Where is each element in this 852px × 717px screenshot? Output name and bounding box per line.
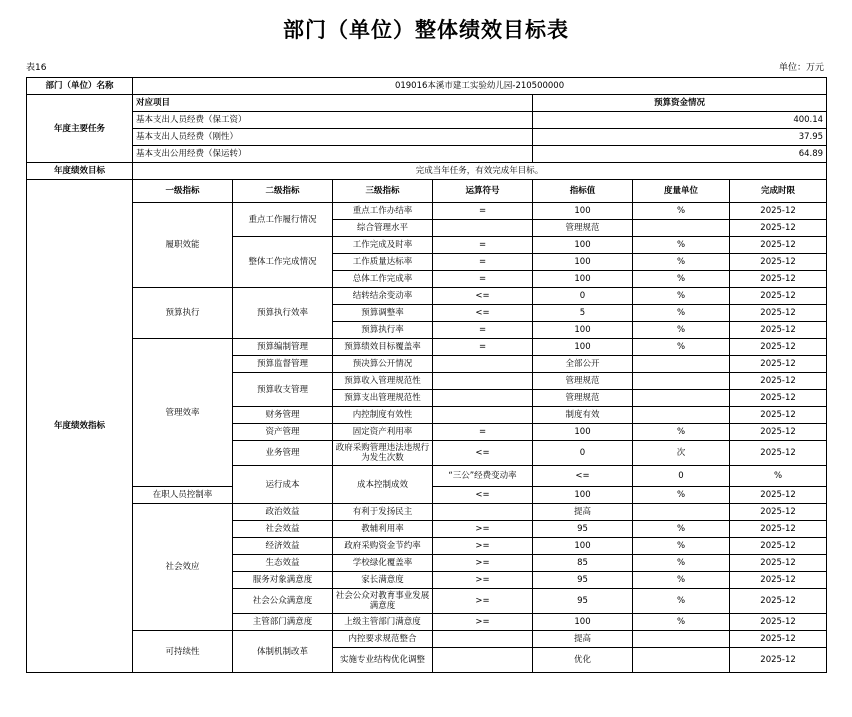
time-cell: 2025-12 <box>730 441 827 466</box>
time-cell: 2025-12 <box>730 555 827 572</box>
time-cell: 2025-12 <box>730 305 827 322</box>
time-cell: 2025-12 <box>730 614 827 631</box>
operator-cell <box>433 220 533 237</box>
unit-cell: 次 <box>633 441 730 466</box>
level3-cell: 预算支出管理规范性 <box>333 390 433 407</box>
level1-cell: 履职效能 <box>133 203 233 288</box>
operator-cell: <= <box>433 305 533 322</box>
operator-cell <box>433 407 533 424</box>
level2-cell: 预算编制管理 <box>233 339 333 356</box>
task-item: 基本支出人员经费（保工资） <box>133 112 533 129</box>
operator-cell: = <box>433 322 533 339</box>
operator-cell <box>433 631 533 648</box>
level2-cell: 生态效益 <box>233 555 333 572</box>
level3-cell: 工作质量达标率 <box>333 254 433 271</box>
level3-cell: 实施专业结构优化调整 <box>333 648 433 673</box>
level1-cell: 可持续性 <box>133 631 233 673</box>
value-cell: 100 <box>533 237 633 254</box>
operator-cell: <= <box>433 487 533 504</box>
level1-cell: 预算执行 <box>133 288 233 339</box>
task-amount: 37.95 <box>533 129 827 146</box>
value-cell: 5 <box>533 305 633 322</box>
level2-cell: 预算监督管理 <box>233 356 333 373</box>
time-cell: 2025-12 <box>730 407 827 424</box>
level3-cell: 政府采购管理违法违规行为发生次数 <box>333 441 433 466</box>
value-cell: 100 <box>533 203 633 220</box>
indicator-row <box>27 203 827 220</box>
time-cell: 2025-12 <box>730 487 827 504</box>
unit-cell <box>633 648 730 673</box>
time-cell: 2025-12 <box>730 373 827 390</box>
task-item: 基本支出公用经费（保运转） <box>133 146 533 163</box>
level1-cell: 运行成本 <box>233 466 333 504</box>
time-cell: 2025-12 <box>730 572 827 589</box>
level3-cell: 内控制度有效性 <box>333 407 433 424</box>
unit-cell <box>633 631 730 648</box>
level3-cell: 上级主管部门满意度 <box>333 614 433 631</box>
value-cell: 全部公开 <box>533 356 633 373</box>
unit-cell: % <box>633 305 730 322</box>
level3-cell: 教辅利用率 <box>333 521 433 538</box>
operator-cell: <= <box>533 466 633 487</box>
level2-cell: 成本控制成效 <box>333 466 433 504</box>
header-value: 指标值 <box>533 180 633 203</box>
value-cell: 管理规范 <box>533 373 633 390</box>
value-cell: 100 <box>533 614 633 631</box>
operator-cell: <= <box>433 288 533 305</box>
unit-cell: % <box>633 487 730 504</box>
level2-cell: 服务对象满意度 <box>233 572 333 589</box>
unit-cell: % <box>730 466 827 487</box>
level2-cell: 业务管理 <box>233 441 333 466</box>
value-cell: 0 <box>533 288 633 305</box>
unit-cell: % <box>633 521 730 538</box>
value-cell: 95 <box>533 521 633 538</box>
time-cell: 2025-12 <box>730 648 827 673</box>
value-cell: 100 <box>533 424 633 441</box>
time-cell: 2025-12 <box>730 237 827 254</box>
level2-cell: 预算收支管理 <box>233 373 333 407</box>
unit-cell <box>633 390 730 407</box>
level2-cell: 预算执行效率 <box>233 288 333 339</box>
page-title: 部门（单位）整体绩效目标表 <box>283 18 569 42</box>
operator-cell: >= <box>433 614 533 631</box>
task-col-budget: 预算资金情况 <box>533 95 827 112</box>
level2-cell: 财务管理 <box>233 407 333 424</box>
time-cell: 2025-12 <box>730 504 827 521</box>
header-level2: 二级指标 <box>233 180 333 203</box>
unit-cell: % <box>633 424 730 441</box>
operator-cell <box>433 373 533 390</box>
indicator-row <box>27 631 827 648</box>
indicator-label: 年度绩效指标 <box>27 180 133 673</box>
value-cell: 100 <box>533 487 633 504</box>
level3-cell: 有利于发扬民主 <box>333 504 433 521</box>
unit-cell <box>633 373 730 390</box>
level3-cell: 家长满意度 <box>333 572 433 589</box>
operator-cell: = <box>433 254 533 271</box>
time-cell: 2025-12 <box>730 424 827 441</box>
value-cell: 100 <box>533 339 633 356</box>
unit-cell <box>633 356 730 373</box>
dept-value: 019016本溪市建工实验幼儿园-210500000 <box>133 78 827 95</box>
task-row <box>27 129 827 146</box>
dept-row <box>27 78 827 95</box>
unit-cell: % <box>633 555 730 572</box>
goal-row <box>27 163 827 180</box>
task-row <box>27 112 827 129</box>
dept-label: 部门（单位）名称 <box>27 78 133 95</box>
operator-cell <box>433 356 533 373</box>
level2-cell: 资产管理 <box>233 424 333 441</box>
level3-cell: 总体工作完成率 <box>333 271 433 288</box>
time-cell: 2025-12 <box>730 356 827 373</box>
task-amount: 400.14 <box>533 112 827 129</box>
time-cell: 2025-12 <box>730 288 827 305</box>
header-operator: 运算符号 <box>433 180 533 203</box>
time-cell: 2025-12 <box>730 220 827 237</box>
operator-cell: >= <box>433 589 533 614</box>
time-cell: 2025-12 <box>730 203 827 220</box>
value-cell: 100 <box>533 322 633 339</box>
time-cell: 2025-12 <box>730 339 827 356</box>
level3-cell: 内控要求规范整合 <box>333 631 433 648</box>
value-cell: 提高 <box>533 504 633 521</box>
operator-cell: = <box>433 203 533 220</box>
goal-label: 年度绩效目标 <box>27 163 133 180</box>
operator-cell: >= <box>433 538 533 555</box>
time-cell: 2025-12 <box>730 538 827 555</box>
time-cell: 2025-12 <box>730 254 827 271</box>
unit-cell: % <box>633 322 730 339</box>
level3-cell: 预决算公开情况 <box>333 356 433 373</box>
operator-cell <box>433 390 533 407</box>
unit-cell <box>633 504 730 521</box>
time-cell: 2025-12 <box>730 271 827 288</box>
level3-cell: 结转结余变动率 <box>333 288 433 305</box>
level3-cell: 在职人员控制率 <box>133 487 233 504</box>
unit-label: 单位：万元 <box>778 63 824 73</box>
operator-cell: >= <box>433 555 533 572</box>
unit-cell: % <box>633 538 730 555</box>
level2-cell: 主管部门满意度 <box>233 614 333 631</box>
operator-cell <box>433 648 533 673</box>
unit-cell <box>633 220 730 237</box>
level1-cell: 社会效应 <box>133 504 233 631</box>
value-cell: 100 <box>533 271 633 288</box>
time-cell: 2025-12 <box>730 521 827 538</box>
level3-cell: 政府采购资金节约率 <box>333 538 433 555</box>
value-cell: 100 <box>533 254 633 271</box>
level2-cell: 经济效益 <box>233 538 333 555</box>
value-cell: 95 <box>533 572 633 589</box>
goal-value: 完成当年任务，有效完成年目标。 <box>133 163 827 180</box>
task-col-item: 对应项目 <box>133 95 533 112</box>
header-level1: 一级指标 <box>133 180 233 203</box>
indicator-row <box>27 504 827 521</box>
value-cell: 管理规范 <box>533 390 633 407</box>
value-cell: 0 <box>533 441 633 466</box>
indicator-header-row <box>27 180 827 203</box>
header-level3: 三级指标 <box>333 180 433 203</box>
level3-cell: 固定资产利用率 <box>333 424 433 441</box>
level2-cell: 社会公众满意度 <box>233 589 333 614</box>
unit-cell: % <box>633 237 730 254</box>
task-row <box>27 146 827 163</box>
unit-cell: % <box>633 288 730 305</box>
unit-cell: % <box>633 203 730 220</box>
level2-cell: 重点工作履行情况 <box>233 203 333 237</box>
level2-cell: 社会效益 <box>233 521 333 538</box>
value-cell: 提高 <box>533 631 633 648</box>
operator-cell: <= <box>433 441 533 466</box>
operator-cell: = <box>433 237 533 254</box>
unit-cell: % <box>633 572 730 589</box>
level3-cell: 预算收入管理规范性 <box>333 373 433 390</box>
unit-cell: % <box>633 614 730 631</box>
unit-cell: % <box>633 339 730 356</box>
unit-cell: % <box>633 254 730 271</box>
time-cell: 2025-12 <box>730 589 827 614</box>
unit-cell <box>633 407 730 424</box>
operator-cell: = <box>433 271 533 288</box>
operator-cell <box>433 504 533 521</box>
indicator-row <box>27 339 827 356</box>
task-amount: 64.89 <box>533 146 827 163</box>
value-cell: 100 <box>533 538 633 555</box>
form-number: 表16 <box>26 63 47 73</box>
level3-cell: 重点工作办结率 <box>333 203 433 220</box>
value-cell: 制度有效 <box>533 407 633 424</box>
value-cell: 管理规范 <box>533 220 633 237</box>
level3-cell: 预算执行率 <box>333 322 433 339</box>
operator-cell: = <box>433 424 533 441</box>
indicator-row <box>27 288 827 305</box>
level3-cell: “三公”经费变动率 <box>433 466 533 487</box>
level3-cell: 预算调整率 <box>333 305 433 322</box>
operator-cell: >= <box>433 572 533 589</box>
task-header-row <box>27 95 827 112</box>
time-cell: 2025-12 <box>730 322 827 339</box>
unit-cell: % <box>633 271 730 288</box>
level3-cell: 综合管理水平 <box>333 220 433 237</box>
header-unit: 度量单位 <box>633 180 730 203</box>
unit-cell: % <box>633 589 730 614</box>
task-label: 年度主要任务 <box>27 95 133 163</box>
value-cell: 95 <box>533 589 633 614</box>
task-item: 基本支出人员经费（刚性） <box>133 129 533 146</box>
level3-cell: 工作完成及时率 <box>333 237 433 254</box>
level3-cell: 预算绩效目标覆盖率 <box>333 339 433 356</box>
level3-cell: 社会公众对教育事业发展满意度 <box>333 589 433 614</box>
time-cell: 2025-12 <box>730 631 827 648</box>
value-cell: 0 <box>633 466 730 487</box>
value-cell: 优化 <box>533 648 633 673</box>
level3-cell: 学校绿化覆盖率 <box>333 555 433 572</box>
level2-cell: 整体工作完成情况 <box>233 237 333 288</box>
level2-cell: 体制机制改革 <box>233 631 333 673</box>
header-time: 完成时限 <box>730 180 827 203</box>
operator-cell: = <box>433 339 533 356</box>
time-cell: 2025-12 <box>730 390 827 407</box>
level2-cell: 政治效益 <box>233 504 333 521</box>
operator-cell: >= <box>433 521 533 538</box>
value-cell: 85 <box>533 555 633 572</box>
level1-cell: 管理效率 <box>133 339 233 487</box>
performance-table <box>26 77 827 673</box>
